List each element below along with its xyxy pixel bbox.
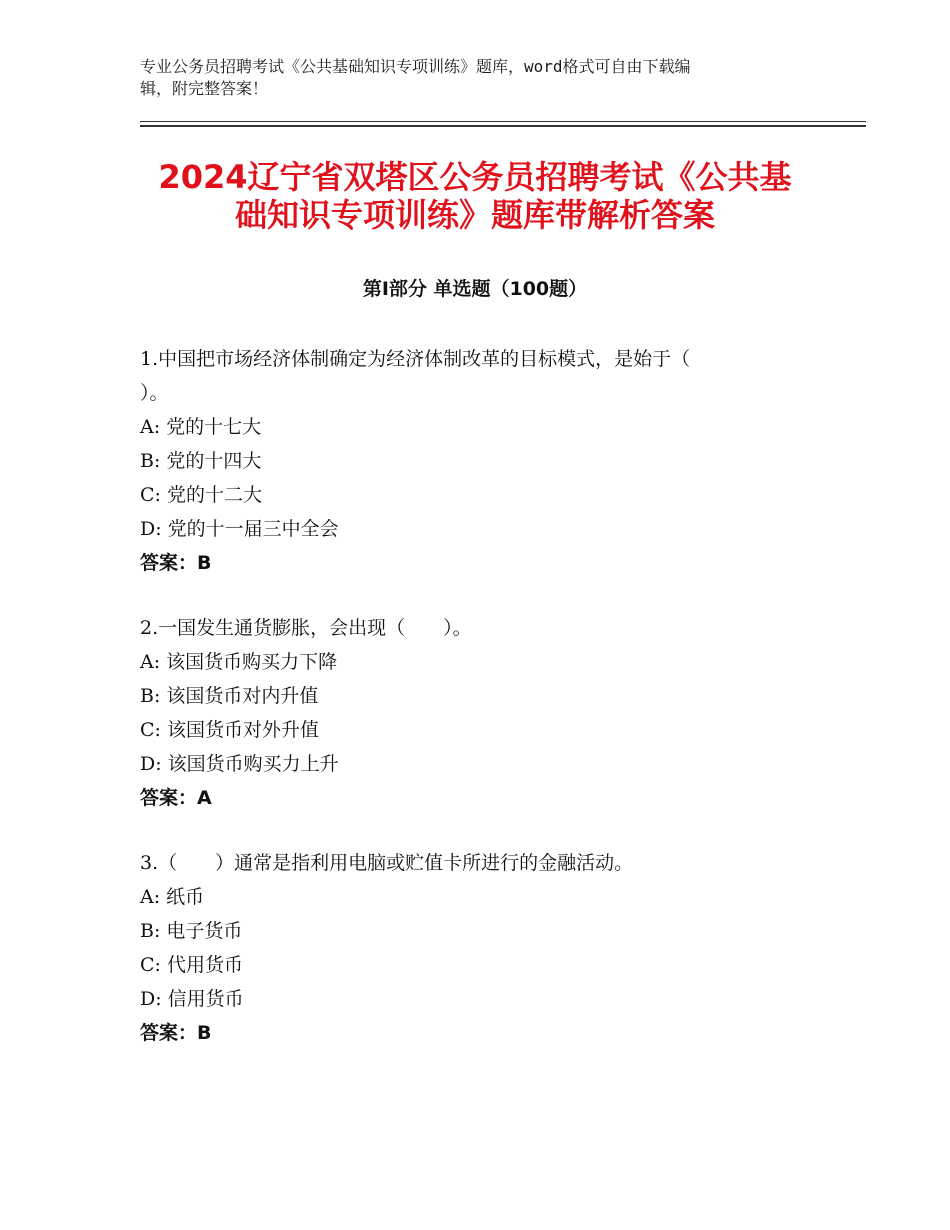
option-b: B: 党的十四大 (140, 450, 262, 472)
answer: 答案：A (140, 787, 212, 809)
section-heading: 第Ⅰ部分 单选题（100题） (362, 278, 588, 300)
question-stem-line2: ）。 (140, 382, 169, 404)
option-c: C: 代用货币 (140, 954, 243, 976)
document-title-line1: 2024辽宁省双塔区公务员招聘考试《公共基 (158, 158, 792, 196)
option-d: D: 信用货币 (140, 988, 244, 1010)
option-c: C: 该国货币对外升值 (140, 719, 319, 741)
option-b: B: 该国货币对内升值 (140, 685, 319, 707)
header-note-line1: 专业公务员招聘考试《公共基础知识专项训练》题库，word格式可自由下载编 (140, 57, 691, 76)
header-note (140, 56, 800, 100)
question-stem-line1: 2.一国发生通货膨胀，会出现（ ）。 (140, 617, 472, 639)
option-a: A: 党的十七大 (140, 416, 262, 438)
document-title-line2: 础知识专项训练》题库带解析答案 (234, 196, 715, 234)
question-3 (140, 846, 820, 1050)
header-note-line2: 辑，附完整答案！ (140, 79, 269, 98)
option-b: B: 电子货币 (140, 920, 243, 942)
option-a: A: 该国货币购买力下降 (140, 651, 338, 673)
question-stem-line1: 1.中国把市场经济体制确定为经济体制改革的目标模式，是始于（ (140, 348, 691, 370)
answer: 答案：B (140, 1022, 212, 1044)
header-divider (140, 121, 866, 127)
question-1 (140, 342, 820, 580)
option-d: D: 该国货币购买力上升 (140, 753, 339, 775)
option-d: D: 党的十一届三中全会 (140, 518, 339, 540)
option-a: A: 纸币 (140, 886, 205, 908)
question-2 (140, 611, 820, 815)
document-title (110, 158, 840, 234)
question-list (140, 342, 820, 1081)
answer: 答案：B (140, 552, 212, 574)
question-stem-line1: 3.（ ）通常是指利用电脑或贮值卡所进行的金融活动。 (140, 852, 634, 874)
option-c: C: 党的十二大 (140, 484, 262, 506)
